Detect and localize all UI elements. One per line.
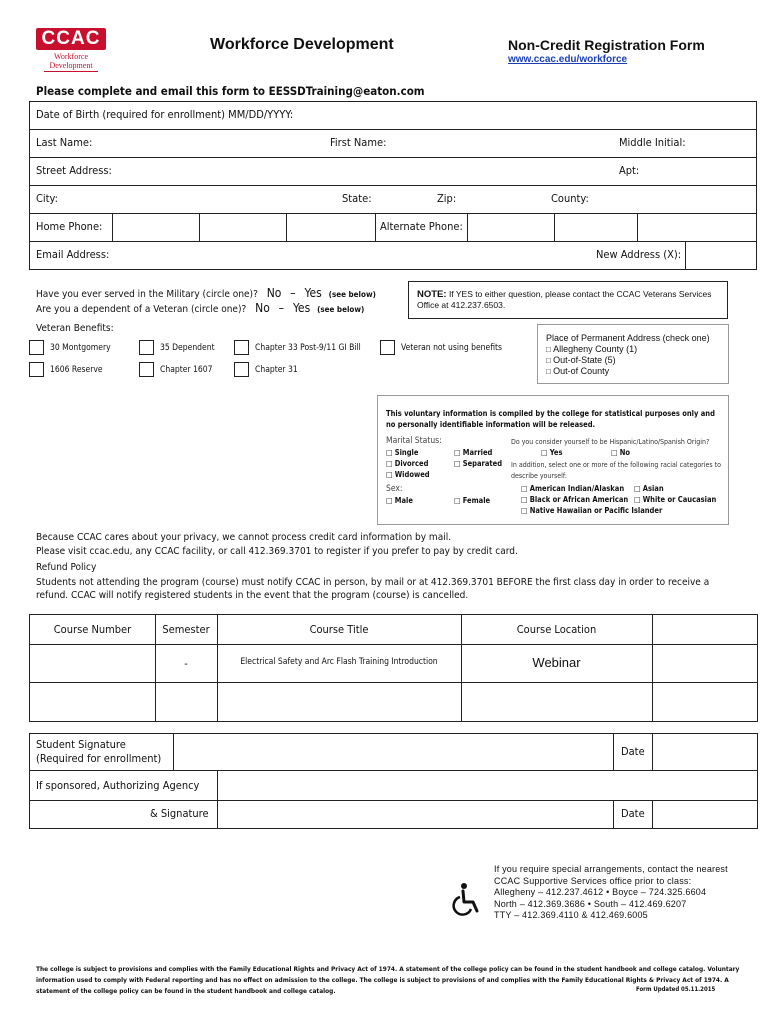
course-location-cell[interactable]: Webinar: [532, 655, 581, 670]
benefit-chapter-1607[interactable]: Chapter 1607: [139, 362, 212, 377]
military-q2-yes[interactable]: Yes: [292, 301, 311, 315]
street-label: Street Address:: [36, 164, 112, 177]
city-row[interactable]: [29, 185, 757, 214]
refund-title: Refund Policy: [36, 562, 97, 573]
agency-signature-label: & Signature: [150, 807, 209, 820]
veteran-benefits-label: Veteran Benefits:: [36, 323, 114, 334]
last-name-label: Last Name:: [36, 136, 93, 149]
form-title: Non-Credit Registration Form: [508, 37, 705, 53]
signature-table: [29, 733, 758, 829]
logo-subtitle: Workforce Development: [49, 52, 93, 70]
footer-legal: The college is subject to provisions and complies with the Family Educational Rights and Privacy Act of 1974. A statement of the college policy can be found in the student handbook and college catalog. Voluntary information used to comply with Federal reporting and has no effect on admission to the college. The college is subject to provisions of and complies with the Family Educational Rights & Privacy Act of 1974. A statement of the college policy can be found in the student handbook and college catalog.: [36, 965, 740, 995]
city-label: City:: [36, 192, 58, 205]
military-q1-yes[interactable]: Yes: [304, 286, 322, 300]
agency-label: If sponsored, Authorizing Agency: [36, 779, 200, 792]
military-q1: Have you ever served in the Military (circle one)? No – Yes (see below): [36, 286, 376, 300]
course-table: [29, 614, 758, 722]
marital-divorced[interactable]: □ Divorced: [386, 459, 429, 468]
hispanic-question: Do you consider yourself to be Hispanic/Latino/Spanish Origin?: [511, 438, 710, 446]
middle-initial-label: Middle Initial:: [619, 136, 686, 149]
marital-label: Marital Status:: [386, 436, 442, 446]
course-title-cell[interactable]: Electrical Safety and Arc Flash Training Introduction: [240, 657, 438, 667]
new-address-label: New Address (X):: [596, 248, 682, 261]
benefit-1606-reserve[interactable]: 1606 Reserve: [29, 362, 103, 377]
perm-out-of-state[interactable]: □ Out-of-State (5): [546, 355, 616, 365]
alt-phone-label: Alternate Phone:: [380, 220, 463, 233]
military-q1-no[interactable]: No: [266, 286, 282, 300]
military-q2: Are you a dependent of a Veteran (circle one)? No – Yes (see below): [36, 301, 365, 315]
sex-label: Sex:: [386, 484, 403, 494]
perm-allegheny[interactable]: □ Allegheny County (1): [546, 344, 638, 354]
benefit-35-dependent[interactable]: 35 Dependent: [139, 340, 215, 355]
semester-cell[interactable]: -: [184, 657, 188, 670]
state-label: State:: [342, 192, 372, 205]
privacy-line-1: Because CCAC cares about your privacy, we cannot process credit card information by mail.: [36, 532, 452, 543]
col-course-location: Course Location: [516, 623, 597, 636]
agency-field[interactable]: [218, 771, 758, 800]
marital-separated[interactable]: □ Separated: [454, 459, 503, 468]
center-title: Workforce Development: [210, 36, 394, 53]
dob-row[interactable]: [29, 101, 757, 130]
perm-out-of-county[interactable]: □ Out-of County: [546, 366, 610, 376]
benefit-30-montgomery[interactable]: 30 Montgomery: [29, 340, 111, 355]
racial-question: In addition, select one or more of the following racial categories to describe yourself:: [511, 461, 721, 480]
ccac-logo: [36, 28, 106, 72]
date-field-2[interactable]: [653, 801, 758, 829]
benefit-not-using[interactable]: Veteran not using benefits: [380, 340, 502, 355]
form-updated: Form Updated 05.11.2015: [636, 986, 716, 993]
privacy-line-2: Please visit ccac.edu, any CCAC facility, or call 412.369.3701 to register if you prefer to pay by credit card.: [36, 546, 518, 557]
logo-mark: CCAC: [36, 28, 106, 50]
date-field-1[interactable]: [653, 734, 758, 770]
col-semester: Semester: [162, 623, 210, 636]
name-row[interactable]: [29, 129, 757, 158]
refund-text: Students not attending the program (course) must notify CCAC in person, by mail or at 412.369.3701 BEFORE the first class day in order to receive a refund. CCAC will notify registered students in the event that the program (course) is cancelled.: [36, 577, 710, 601]
race-white[interactable]: □ White or Caucasian: [634, 495, 717, 504]
wheelchair-icon: [451, 882, 481, 916]
marital-married[interactable]: □ Married: [454, 448, 493, 457]
form-link[interactable]: www.ccac.edu/workforce: [508, 54, 628, 65]
col-course-title: Course Title: [309, 623, 369, 636]
col-course-number: Course Number: [53, 623, 132, 636]
sex-male[interactable]: □ Male: [386, 496, 413, 505]
marital-single[interactable]: □ Single: [386, 448, 419, 457]
home-phone-label: Home Phone:: [36, 220, 103, 233]
dob-label: Date of Birth (required for enrollment) MM/DD/YYYY:: [36, 108, 294, 121]
street-row[interactable]: [29, 157, 757, 186]
agency-signature-field[interactable]: [218, 801, 613, 829]
zip-label: Zip:: [437, 192, 457, 205]
email-label: Email Address:: [36, 248, 110, 261]
accessibility-info: If you require special arrangements, contact the nearest CCAC Supportive Services office prior to class: Allegheny – 412.237.4612 • Boyce – 724.325.6604 North – 412.369.3686 • South – 412.469.6207 TTY – 412.369.4110 & 412.469.6005: [494, 864, 728, 920]
race-american-indian[interactable]: □ American Indian/Alaskan: [521, 484, 625, 493]
student-signature-label: Student Signature (Required for enrollment): [36, 738, 162, 765]
permanent-address-box: [537, 324, 729, 384]
date-label-2: Date: [621, 807, 645, 820]
voluntary-intro: This voluntary information is compiled by the college for statistical purposes only and no personally identifiable information will be released.: [386, 409, 715, 429]
voluntary-info-box: [377, 395, 729, 525]
benefit-chapter-33[interactable]: Chapter 33 Post-9/11 GI Bill: [234, 340, 361, 355]
hispanic-yes[interactable]: □ Yes: [541, 448, 563, 457]
permanent-address-title: Place of Permanent Address (check one): [546, 333, 710, 343]
marital-widowed[interactable]: □ Widowed: [386, 470, 430, 479]
race-black[interactable]: □ Black or African American: [521, 495, 629, 504]
race-asian[interactable]: □ Asian: [634, 484, 664, 493]
course-row[interactable]: [30, 645, 757, 682]
email-row[interactable]: [29, 241, 757, 270]
email-instruction: Please complete and email this form to EESSDTraining@eaton.com: [36, 84, 425, 98]
phone-row[interactable]: [29, 213, 757, 242]
military-q2-no[interactable]: No: [255, 301, 270, 315]
sex-female[interactable]: □ Female: [454, 496, 491, 505]
veterans-note: NOTE: If YES to either question, please contact the CCAC Veterans Services Office at 412.237.6503.: [408, 281, 728, 319]
benefit-chapter-31[interactable]: Chapter 31: [234, 362, 298, 377]
student-signature-field[interactable]: [174, 734, 612, 770]
course-row[interactable]: [30, 683, 757, 722]
apt-label: Apt:: [619, 164, 640, 177]
first-name-label: First Name:: [330, 136, 387, 149]
date-label-1: Date: [621, 745, 645, 758]
race-native-hawaiian[interactable]: □ Native Hawaiian or Pacific Islander: [521, 506, 663, 515]
hispanic-no[interactable]: □ No: [611, 448, 631, 457]
county-label: County:: [551, 192, 589, 205]
